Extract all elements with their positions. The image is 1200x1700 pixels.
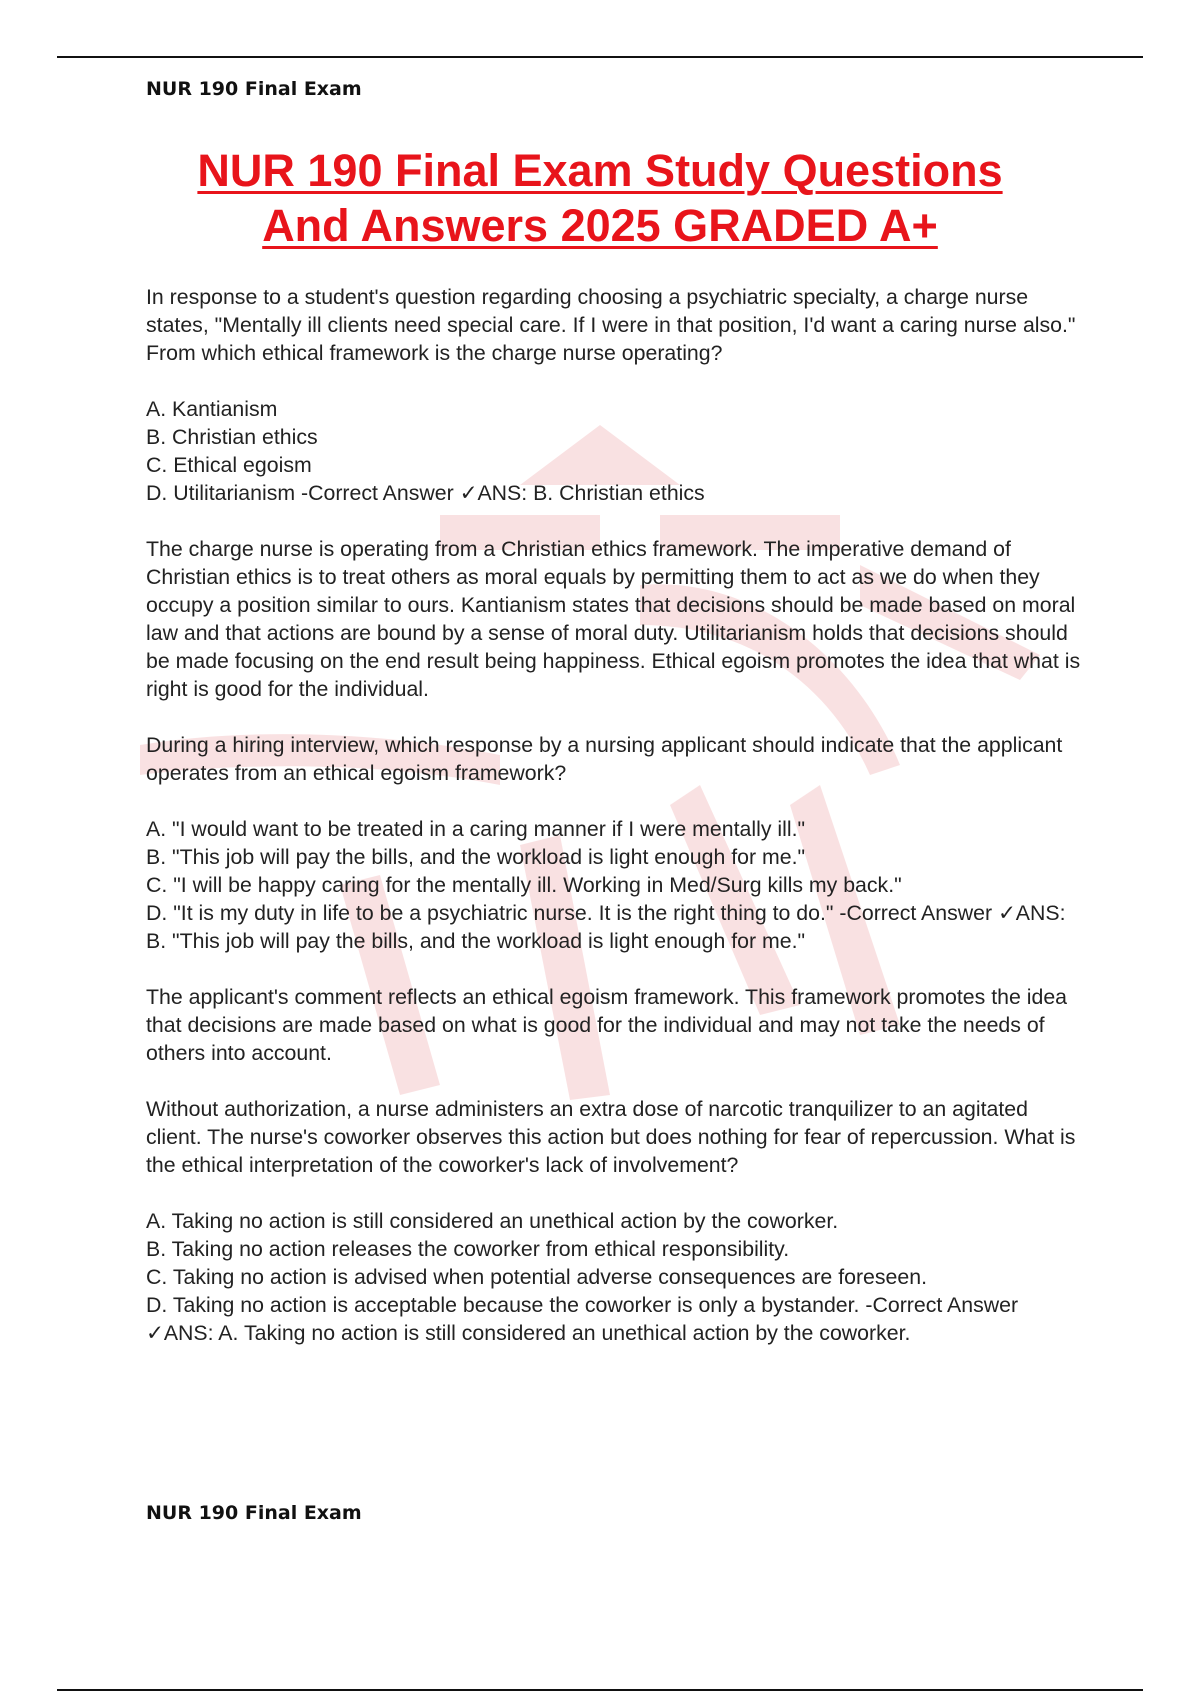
answer-rationale: The charge nurse is operating from a Christian ethics framework. The imperative demand of Christian ethics is to treat others as moral equals by permitting them to act as we do when they occupy a position similar to ours. Kantianism states that decisions should be made based on moral law and that actions are bound by a sense of moral duty. Utilitarianism holds that decisions should be made focusing on the end result being happiness. Ethical egoism promotes the idea that what is right is good for the individual. [146, 537, 1081, 701]
answer-options [146, 1207, 1086, 1347]
answer-option: C. Taking no action is advised when potential adverse consequences are foreseen. [146, 1265, 927, 1289]
document-title [100, 143, 1100, 253]
answer-option-with-correct-answer: D. Taking no action is acceptable because the coworker is only a bystander. -Correct Answer ✓ANS: A. Taking no action is still considered an unethical action by the coworker. [146, 1293, 1019, 1345]
answer-option: C. "I will be happy caring for the mentally ill. Working in Med/Surg kills my back." [146, 873, 902, 897]
question-stem: During a hiring interview, which response by a nursing applicant should indicate that the applicant operates from an ethical egoism framework? [146, 733, 1063, 785]
question-stem: In response to a student's question regarding choosing a psychiatric specialty, a charge nurse states, "Mentally ill clients need special care. If I were in that position, I'd want a caring nurse also." From which ethical framework is the charge nurse operating? [146, 285, 1076, 365]
answer-option: B. "This job will pay the bills, and the workload is light enough for me." [146, 845, 806, 869]
document-title-line-2: And Answers 2025 GRADED A+ [262, 200, 938, 251]
top-rule [57, 56, 1143, 58]
answer-option: B. Taking no action releases the coworker from ethical responsibility. [146, 1237, 790, 1261]
answer-option: A. Taking no action is still considered an unethical action by the coworker. [146, 1209, 839, 1233]
question-stem: Without authorization, a nurse administers an extra dose of narcotic tranquilizer to an agitated client. The nurse's coworker observes this action but does nothing for fear of repercussion. What is the ethical interpretation of the coworker's lack of involvement? [146, 1097, 1076, 1177]
answer-rationale: The applicant's comment reflects an ethical egoism framework. This framework promotes the idea that decisions are made based on what is good for the individual and may not take the needs of others into account. [146, 985, 1068, 1065]
answer-option: B. Christian ethics [146, 425, 318, 449]
answer-option: C. Ethical egoism [146, 453, 312, 477]
bottom-rule [57, 1689, 1143, 1691]
answer-option-with-correct-answer: D. Utilitarianism -Correct Answer ✓ANS: B. Christian ethics [146, 481, 705, 505]
document-title-line-1: NUR 190 Final Exam Study Questions [197, 145, 1003, 196]
running-footer: NUR 190 Final Exam [146, 1502, 362, 1524]
answer-option: A. "I would want to be treated in a caring manner if I were mentally ill." [146, 817, 806, 841]
answer-option: A. Kantianism [146, 397, 278, 421]
document-body [146, 283, 1086, 1347]
running-header: NUR 190 Final Exam [146, 78, 362, 100]
answer-options [146, 815, 1086, 955]
answer-options [146, 395, 1086, 507]
answer-option-with-correct-answer: D. "It is my duty in life to be a psychiatric nurse. It is the right thing to do." -Correct Answer ✓ANS: B. "This job will pay the bills, and the workload is light enough for me." [146, 901, 1066, 953]
